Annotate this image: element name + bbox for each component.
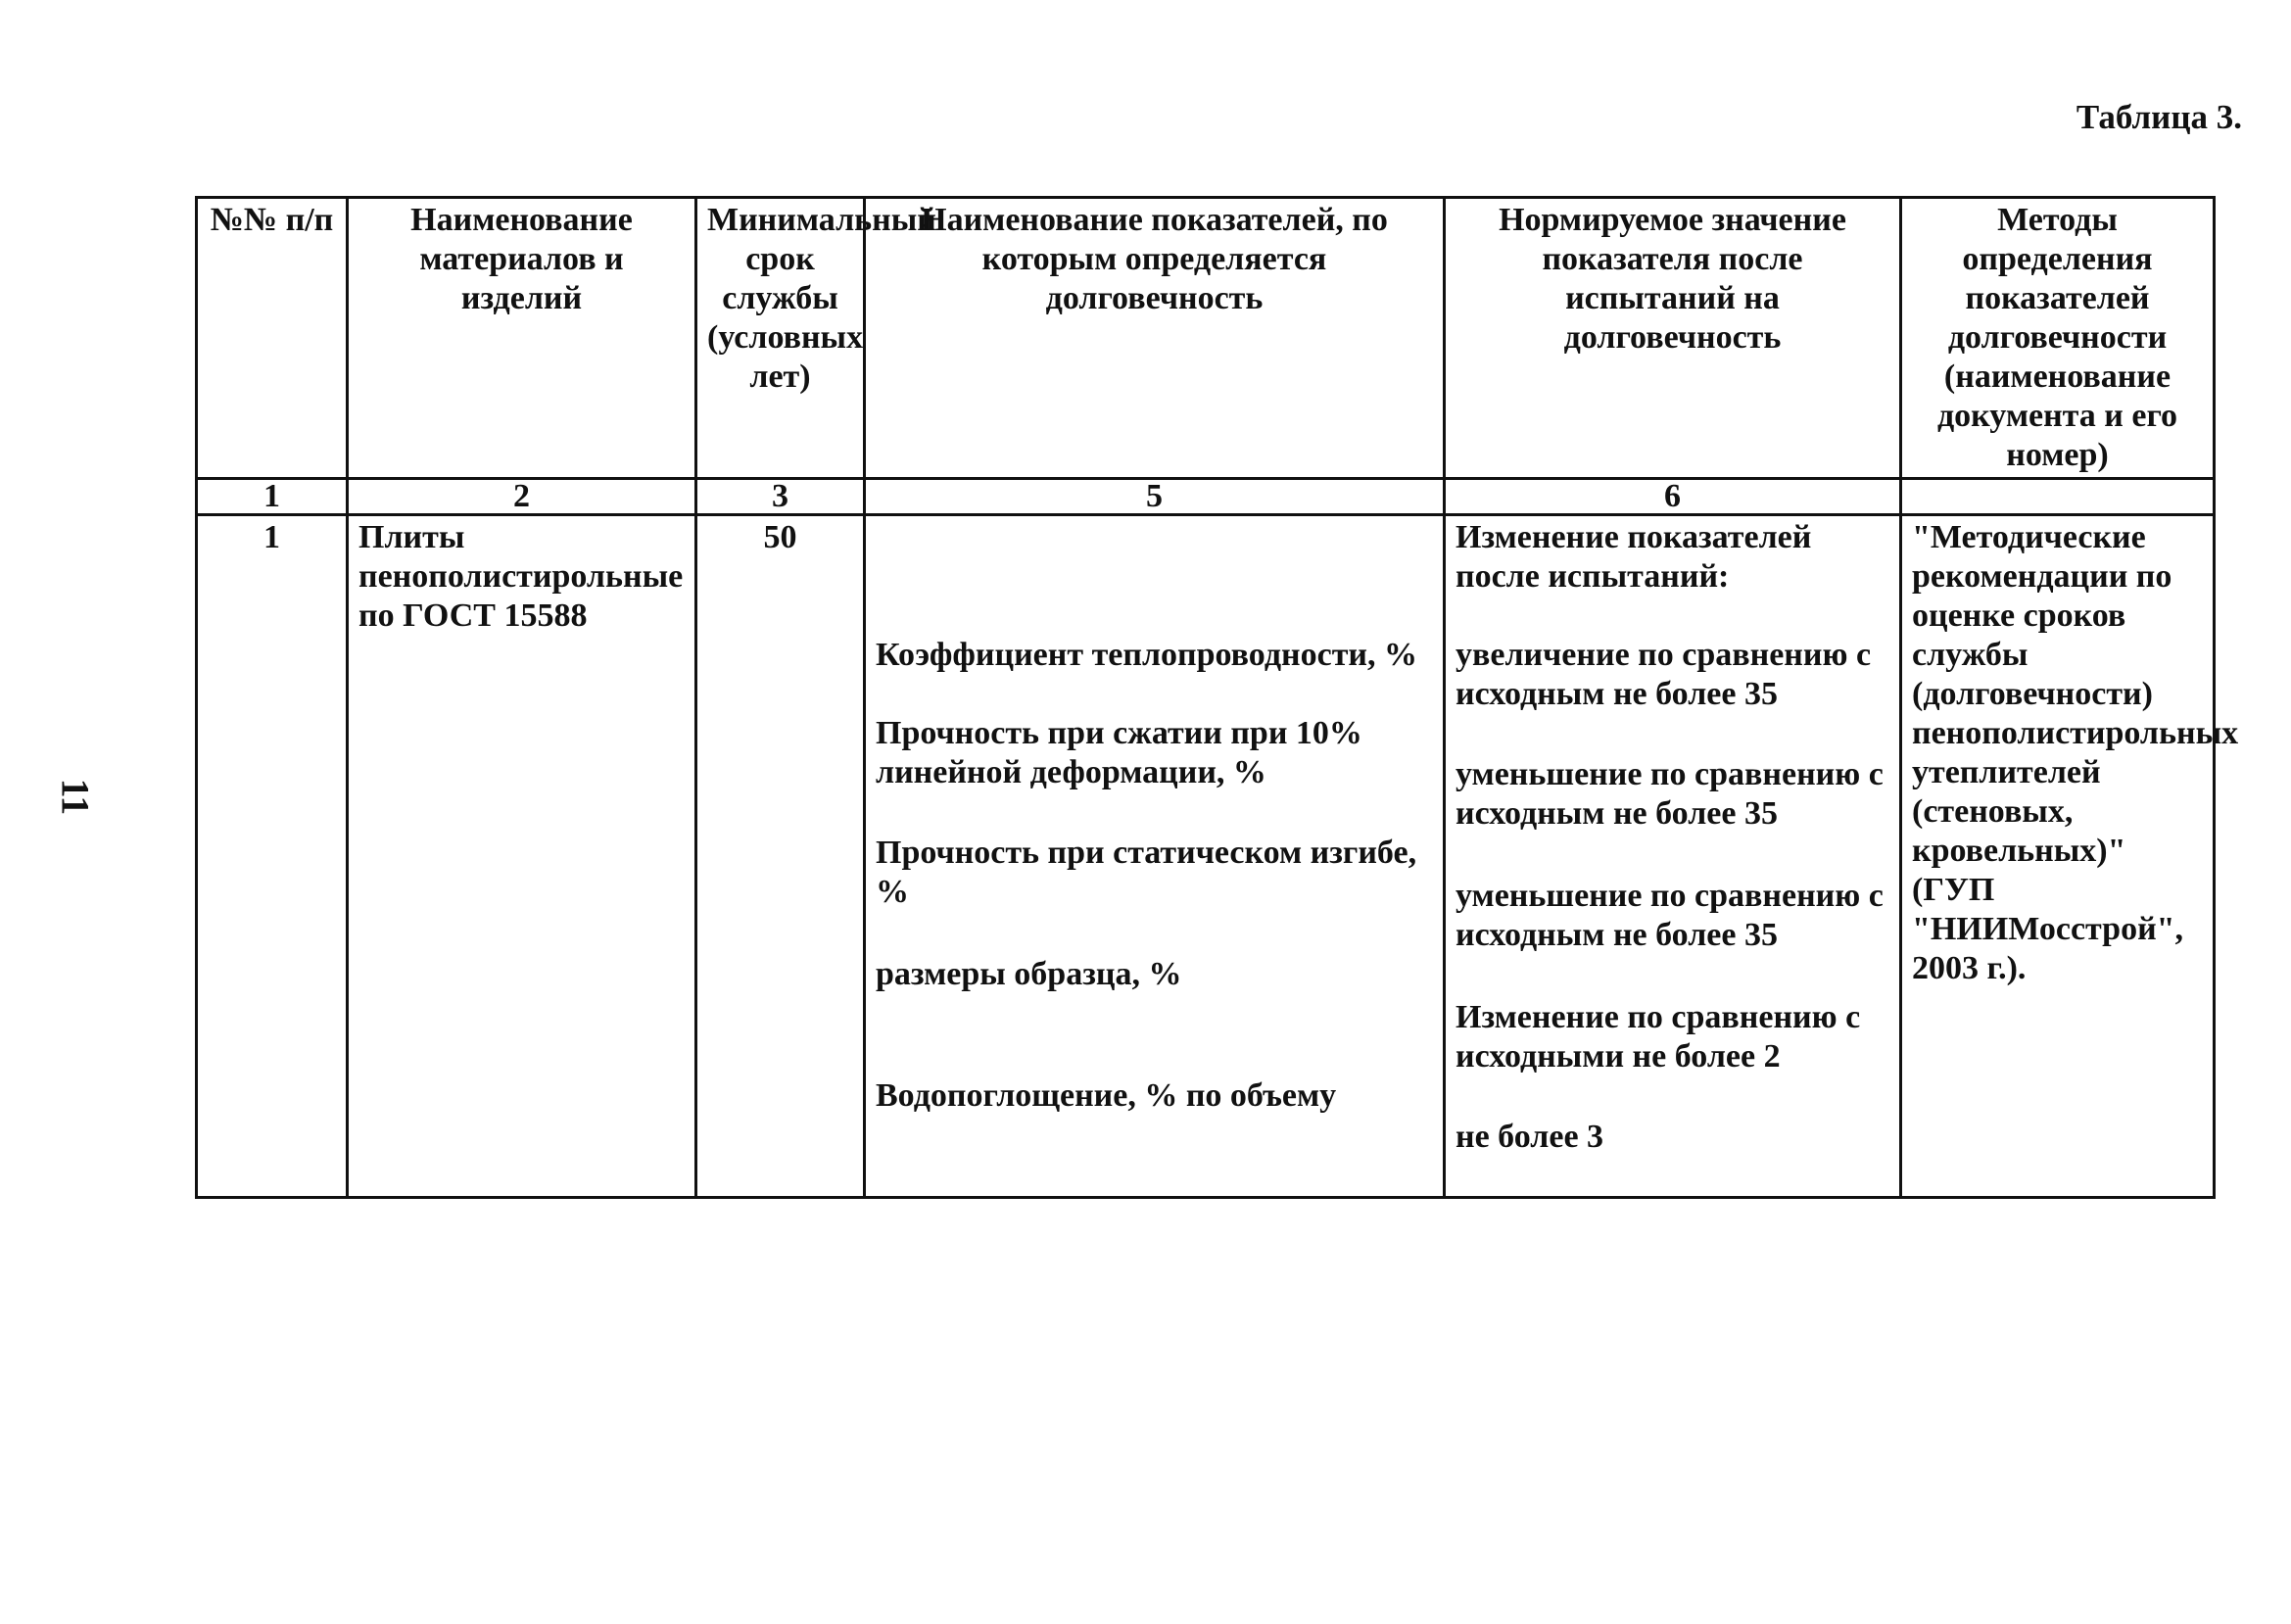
norm-value: увеличение по сравнению с исходным не более 35 [1456,637,1872,712]
indicator-name: Коэффициент теплопроводности, % [876,637,1417,673]
table-caption: Таблица 3. [2076,98,2242,136]
service-life-value: 50 [696,515,865,1198]
column-number: 1 [197,479,348,515]
method-document: "Методические рекомендации по оценке сроков службы (долговечности) пенополистирольных утеплителей (стеновых, кровельных)" (ГУП "НИИМосстрой", 2003 г.). [1901,515,2215,1198]
indicator-list [865,515,1445,1198]
column-number: 2 [348,479,696,515]
column-number [1901,479,2215,515]
norm-value: уменьшение по сравнению с исходным не более 35 [1456,756,1884,832]
norm-value: Изменение по сравнению с исходными не более 2 [1456,999,1861,1075]
header-indicators: Наименование показателей, по которым определяется долговечность [865,198,1445,479]
indicator-name: Прочность при статическом изгибе, % [876,835,1417,910]
durability-table [195,196,2239,1199]
value-intro: Изменение показателей после испытаний: [1456,519,1812,595]
indicator-spacer [876,518,1433,636]
indicator-name: размеры образца, % [876,956,1182,992]
column-number: 5 [865,479,1445,515]
norm-value-list [1445,515,1901,1198]
page-number: 11 [53,778,98,816]
header-number: №№ п/п [197,198,348,479]
header-material: Наименование материалов и изделий [348,198,696,479]
norm-value: уменьшение по сравнению с исходным не более 35 [1456,878,1884,953]
header-service-life: Минимальный срок службы (условных лет) [696,198,865,479]
indicator-name: Водопоглощение, % по объему [876,1077,1337,1114]
column-number-row [197,479,2215,515]
row-number: 1 [197,515,348,1198]
column-number: 6 [1445,479,1901,515]
header-norm-value: Нормируемое значение показателя после испытаний на долговечность [1445,198,1901,479]
norm-value: не более 3 [1456,1119,1604,1155]
header-row [197,198,2215,479]
table-row [197,515,2215,1198]
material-name: Плиты пенополистирольные по ГОСТ 15588 [348,515,696,1198]
column-number: 3 [696,479,865,515]
indicator-name: Прочность при сжатии при 10% линейной деформации, % [876,715,1362,790]
header-methods: Методы определения показателей долговечности (наименование документа и его номер) [1901,198,2215,479]
